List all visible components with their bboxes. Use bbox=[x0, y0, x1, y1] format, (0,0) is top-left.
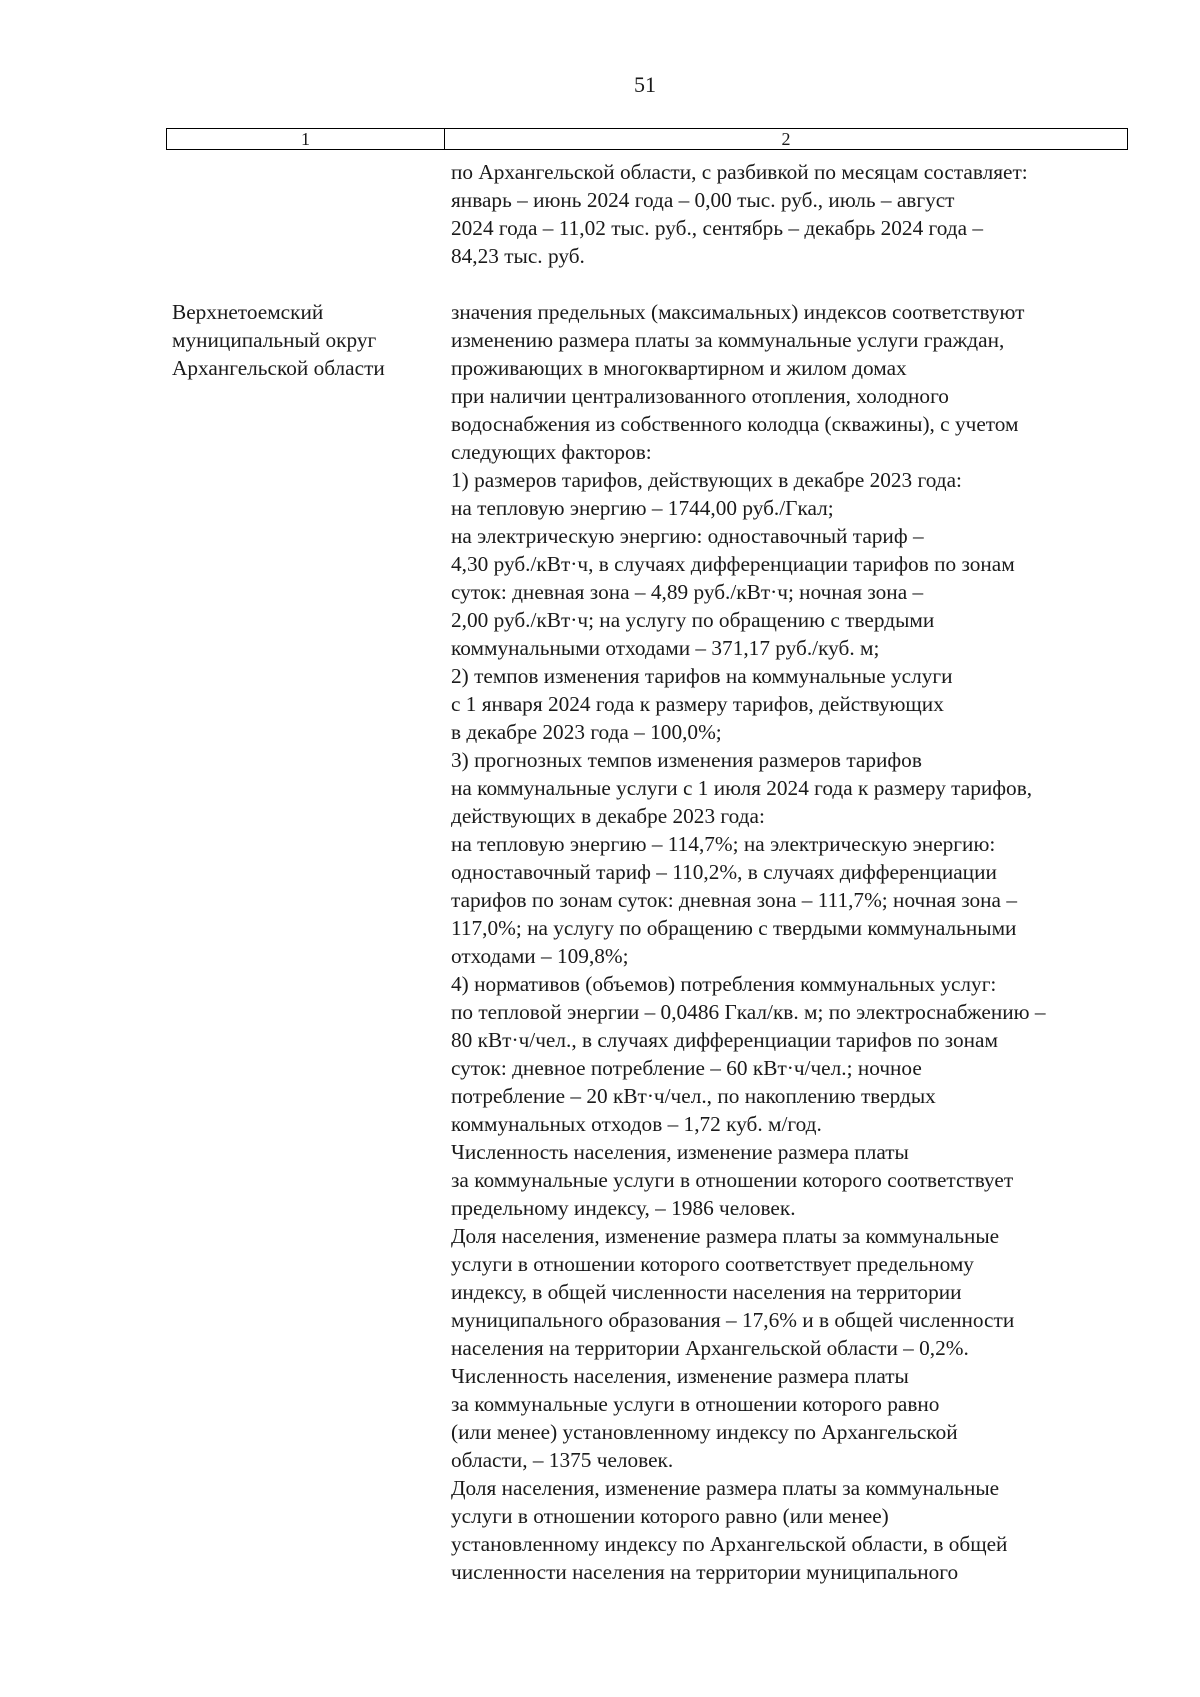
text-line: потребление – 20 кВт·ч/чел., по накоплению твердых bbox=[451, 1084, 936, 1108]
text-line: численности населения на территории муниципального bbox=[451, 1560, 959, 1584]
text-line: одноставочный тариф – 110,2%, в случаях дифференциации bbox=[451, 860, 997, 884]
text-line: 1) размеров тарифов, действующих в декабре 2023 года: bbox=[451, 468, 962, 492]
text-line: водоснабжения из собственного колодца (скважины), с учетом bbox=[451, 412, 1019, 436]
table-header-col-1: 1 bbox=[167, 129, 445, 149]
text-line: Архангельской области bbox=[172, 356, 385, 380]
text-line: 2,00 руб./кВт·ч; на услугу по обращению с твердыми bbox=[451, 608, 935, 632]
text-line: Численность населения, изменение размера платы bbox=[451, 1364, 909, 1388]
text-line: Доля населения, изменение размера платы за коммунальные bbox=[451, 1476, 1000, 1500]
text-line: суток: дневное потребление – 60 кВт·ч/чел.; ночное bbox=[451, 1056, 922, 1080]
text-line: (или менее) установленному индексу по Архангельской bbox=[451, 1420, 958, 1444]
text-line: предельному индексу, – 1986 человек. bbox=[451, 1196, 796, 1220]
text-line: 80 кВт·ч/чел., в случаях дифференциации тарифов по зонам bbox=[451, 1028, 998, 1052]
text-line: действующих в декабре 2023 года: bbox=[451, 804, 765, 828]
text-line: коммунальными отходами – 371,17 руб./куб. м; bbox=[451, 636, 880, 660]
text-line: 2) темпов изменения тарифов на коммунальные услуги bbox=[451, 664, 953, 688]
text-line: за коммунальные услуги в отношении которого соответствует bbox=[451, 1168, 1014, 1192]
text-line: области, – 1375 человек. bbox=[451, 1448, 674, 1472]
text-line: отходами – 109,8%; bbox=[451, 944, 629, 968]
text-line: на тепловую энергию – 1744,00 руб./Гкал; bbox=[451, 496, 834, 520]
text-line: значения предельных (максимальных) индексов соответствуют bbox=[451, 300, 1025, 324]
region-name bbox=[172, 298, 442, 382]
text-line: муниципального образования – 17,6% и в общей численности bbox=[451, 1308, 1015, 1332]
text-line: населения на территории Архангельской области – 0,2%. bbox=[451, 1336, 969, 1360]
text-line: изменению размера платы за коммунальные услуги граждан, bbox=[451, 328, 1005, 352]
page-number: 51 bbox=[634, 72, 656, 97]
text-line: при наличии централизованного отопления, холодного bbox=[451, 384, 949, 408]
text-line: на коммунальные услуги с 1 июля 2024 года к размеру тарифов, bbox=[451, 776, 1033, 800]
table-header-row bbox=[166, 128, 1128, 150]
text-line: коммунальных отходов – 1,72 куб. м/год. bbox=[451, 1112, 822, 1136]
text-line: Численность населения, изменение размера платы bbox=[451, 1140, 909, 1164]
text-line: по тепловой энергии – 0,0486 Гкал/кв. м; по электроснабжению – bbox=[451, 1000, 1046, 1024]
text-line: муниципальный округ bbox=[172, 328, 377, 352]
text-line: 2024 года – 11,02 тыс. руб., сентябрь – декабрь 2024 года – bbox=[451, 216, 984, 240]
text-line: 3) прогнозных темпов изменения размеров тарифов bbox=[451, 748, 922, 772]
text-line: установленному индексу по Архангельской области, в общей bbox=[451, 1532, 1008, 1556]
text-line: 84,23 тыс. руб. bbox=[451, 244, 585, 268]
text-line: 117,0%; на услугу по обращению с твердыми коммунальными bbox=[451, 916, 1017, 940]
text-line: с 1 января 2024 года к размеру тарифов, действующих bbox=[451, 692, 944, 716]
text-line: на тепловую энергию – 114,7%; на электрическую энергию: bbox=[451, 832, 996, 856]
text-line: Верхнетоемский bbox=[172, 300, 324, 324]
text-line: 4) нормативов (объемов) потребления коммунальных услуг: bbox=[451, 972, 997, 996]
text-line: следующих факторов: bbox=[451, 440, 652, 464]
text-line: проживающих в многоквартирном и жилом домах bbox=[451, 356, 907, 380]
table-header-col-2: 2 bbox=[781, 129, 791, 149]
text-line: за коммунальные услуги в отношении которого равно bbox=[451, 1392, 940, 1416]
text-line: услуги в отношении которого равно (или менее) bbox=[451, 1504, 889, 1528]
text-line: по Архангельской области, с разбивкой по месяцам составляет: bbox=[451, 160, 1028, 184]
text-line: тарифов по зонам суток: дневная зона – 111,7%; ночная зона – bbox=[451, 888, 1017, 912]
text-line: индексу, в общей численности населения на территории bbox=[451, 1280, 962, 1304]
text-line: суток: дневная зона – 4,89 руб./кВт·ч; ночная зона – bbox=[451, 580, 924, 604]
continuation-text bbox=[451, 158, 1131, 270]
text-line: услуги в отношении которого соответствует предельному bbox=[451, 1252, 974, 1276]
text-line: 4,30 руб./кВт·ч, в случаях дифференциации тарифов по зонам bbox=[451, 552, 1015, 576]
text-line: январь – июнь 2024 года – 0,00 тыс. руб., июль – август bbox=[451, 188, 955, 212]
text-line: в декабре 2023 года – 100,0%; bbox=[451, 720, 722, 744]
text-line: на электрическую энергию: одноставочный тариф – bbox=[451, 524, 924, 548]
text-line: Доля населения, изменение размера платы за коммунальные bbox=[451, 1224, 1000, 1248]
region-description bbox=[451, 298, 1131, 1586]
